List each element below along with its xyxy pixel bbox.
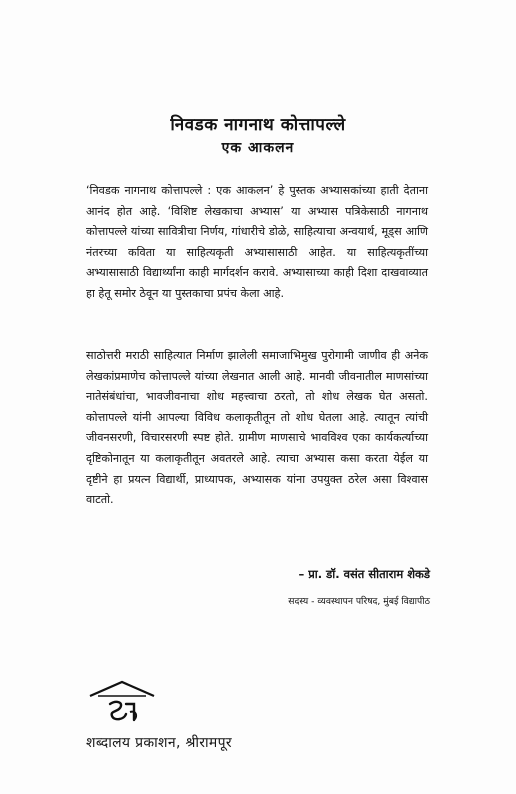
page-subtitle: एक आकलन — [221, 140, 295, 156]
author-role: सदस्य - व्यवस्थापन परिषद, मुंबई विद्यापीठ — [288, 596, 430, 607]
page-title: निवडक नागनाथ कोत्तापल्ले — [170, 115, 346, 135]
preface-paragraph-1: ‘निवडक नागनाथ कोत्तापल्ले : एक आकलन’ हे पुस्तक अभ्यासकांच्या हाती देताना आनंद होत आहे. ‘विशिष्ट लेखकाचा अभ्यास’ या अभ्यास पत्रिकेसाठी नागनाथ कोत्तापल्ले यांच्या सावित्रीचा निर्णय, गांधारीचे डोळे, साहित्याचा अन्वयार्थ, मूड्स आणि नंतरच्या कविता या साहित्यकृती अभ्यासासाठी आहेत. या साहित्यकृतींच्या अभ्यासासाठी विद्यार्थ्यांना काही मार्गदर्शन करावे. अभ्यासाच्या काही दिशा दाखवाव्यात हा हेतू समोर ठेवून या पुस्तकाचा प्रपंच केला आहे. — [86, 184, 428, 300]
preface-paragraph-2: साठोत्तरी मराठी साहित्यात निर्माण झालेली समाजाभिमुख पुरोगामी जाणीव ही अनेक लेखकांप्रमाणेच कोत्तापल्ले यांच्या लेखनात आली आहे. मानवी जीवनातील माणसांच्या नातेसंबंधांचा, भावजीवनाचा शोध महत्त्वाचा ठरतो, तो शोध लेखक घेत असतो. कोत्तापल्ले यांनी आपल्या विविध कलाकृतीतून तो शोध घेतला आहे. त्यातून त्यांची जीवनसरणी, विचारसरणी स्पष्ट होते. ग्रामीण माणसाचे भावविश्व एका कार्यकर्त्याच्या दृष्टिकोनातून या कलाकृतीतून अवतरले आहे. त्याचा अभ्यास कसा करता येईल या दृष्टीने हा प्रयत्न विद्यार्थी, प्राध्यापक, अभ्यासक यांना उपयुक्त ठरेल असा विश्वास वाटतो. — [86, 349, 428, 507]
house-roof-logo-icon — [86, 680, 158, 730]
publisher-name: शब्दालय प्रकाशन, श्रीरामपूर — [86, 735, 232, 751]
author-signature: – प्रा. डॉ. वसंत सीताराम शेकडे — [298, 567, 430, 581]
